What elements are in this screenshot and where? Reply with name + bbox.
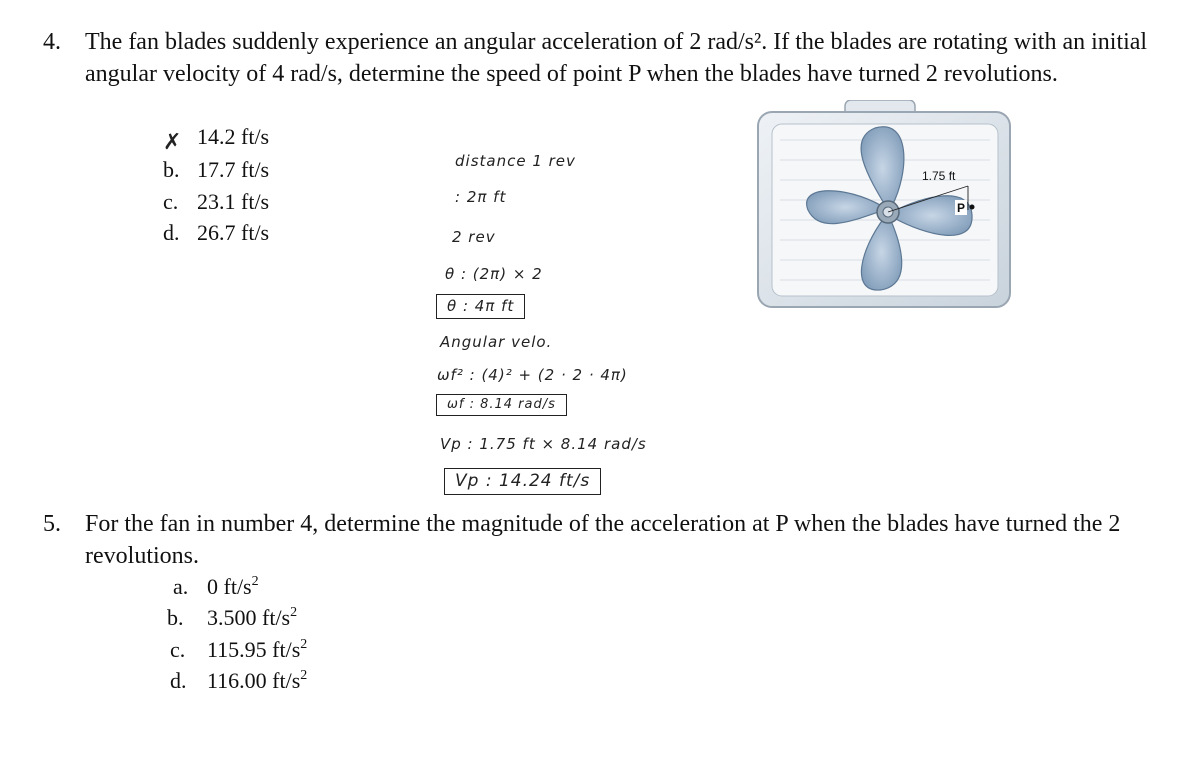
option-value: 3.500 ft/s [207,605,291,630]
option-letter: c. [163,189,179,214]
option-value: 17.7 ft/s [197,157,270,182]
option-c [163,189,269,215]
question-5 [43,508,1163,572]
question-number: 4. [43,29,61,55]
radius-label: 1.75 ft [922,169,956,183]
work-line: Angular velo. [440,333,553,351]
work-line: Vp : 1.75 ft × 8.14 rad/s [440,435,647,453]
box-fan-figure [750,100,1040,310]
option-superscript: 2 [300,637,308,652]
work-line: 2 rev [452,228,496,246]
question-text: The fan blades suddenly experience an angular acceleration of 2 rad/s². If the blades are rotating with an initial angular velocity of 4 rad/s, determine the speed of point P when the blades have turned 2 revolutions. [85,29,1148,87]
option-b [163,157,269,183]
option-value: 23.1 ft/s [197,189,270,214]
work-line: θ : (2π) × 2 [445,265,543,283]
option-letter: c. [170,637,186,662]
option-superscript: 2 [300,668,308,683]
option-value: 115.95 ft/s [207,637,301,662]
boxed-work-line: ωf : 8.14 rad/s [436,394,567,416]
question-number: 5. [43,511,61,537]
boxed-work-line: θ : 4π ft [436,294,525,319]
work-line: distance 1 rev [455,152,576,170]
option-value: 116.00 ft/s [207,668,301,693]
option-d [170,668,307,694]
point-p-marker [970,205,975,210]
option-a [173,574,259,600]
option-letter: d. [170,668,187,693]
option-letter: d. [163,220,180,245]
option-letter: b. [163,157,180,182]
option-letter: b. [167,605,184,630]
boxed-answer: Vp : 14.24 ft/s [444,468,601,495]
option-d [163,220,269,246]
option-value: 14.2 ft/s [197,124,270,149]
option-value: 26.7 ft/s [197,220,270,245]
option-b [167,605,297,631]
question-text: For the fan in number 4, determine the magnitude of the acceleration at P when the blades have turned the 2 revolutions. [85,511,1121,569]
point-p-label: P [957,201,966,215]
option-letter: a. [173,574,189,599]
option-superscript: 2 [290,605,298,620]
option-c [170,637,307,663]
option-value: 0 ft/s [207,574,252,599]
work-line: : 2π ft [455,188,507,206]
option-superscript: 2 [251,574,259,589]
question-4 [43,26,1163,90]
cross-out-mark: ✗ [163,130,182,155]
work-line: ωf² : (4)² + (2 · 2 · 4π) [437,366,628,384]
